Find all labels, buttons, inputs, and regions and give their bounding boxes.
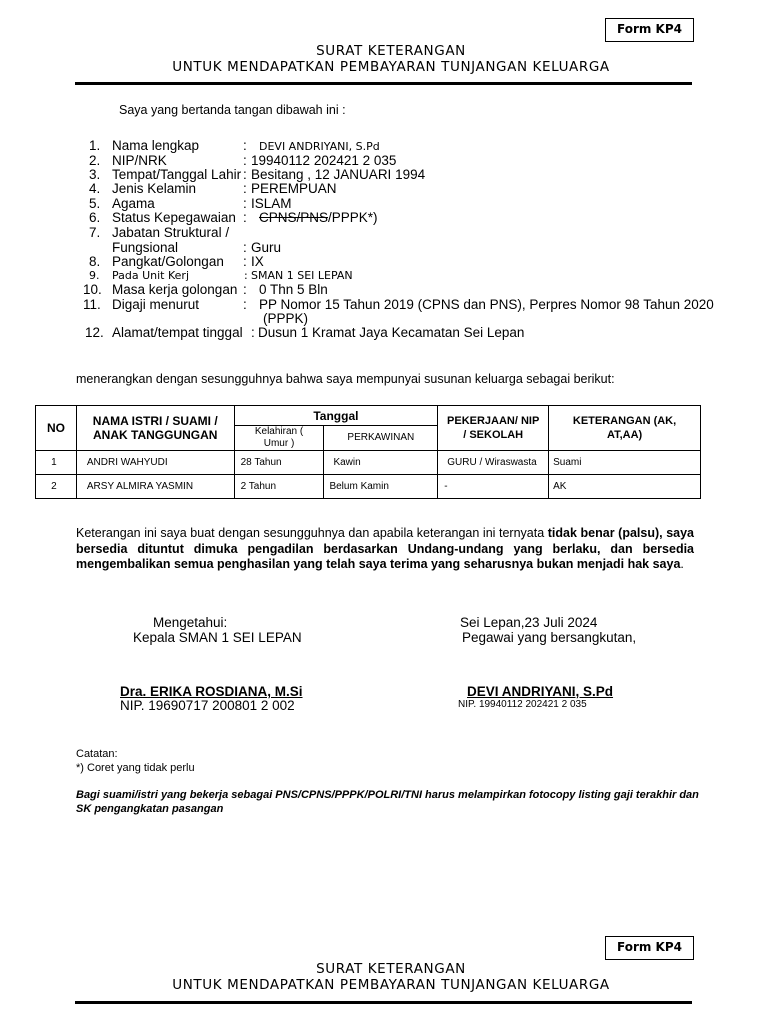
field-value-status <box>259 210 378 225</box>
field-separator: : <box>243 181 247 196</box>
field-value-birth: Besitang , 12 JANUARI 1994 <box>251 167 426 182</box>
field-value-salary-basis-continued: (PPPK) <box>263 311 309 326</box>
field-value-address: Dusun 1 Kramat Jaya Kecamatan Sei Lepan <box>258 325 525 340</box>
header-tanggal: Tanggal <box>234 406 438 426</box>
field-label: Nama lengkap <box>112 138 200 153</box>
title-underline-page2 <box>75 1001 692 1004</box>
sign-left-nip: NIP. 19690717 200801 2 002 <box>120 698 295 713</box>
field-separator: : <box>243 153 247 168</box>
field-value-unit: SMAN 1 SEI LEPAN <box>251 269 353 282</box>
field-number: 3. <box>89 167 101 182</box>
field-separator: : <box>243 196 247 211</box>
field-number: 6. <box>89 210 101 225</box>
field-number: 11. <box>83 297 101 312</box>
field-separator: : <box>243 282 247 297</box>
field-separator: : <box>243 167 247 182</box>
document-title: SURAT KETERANGAN <box>316 43 466 59</box>
field-value-religion: ISLAM <box>251 196 292 211</box>
notes-requirement: Bagi suami/istri yang bekerja sebagai PNS/CPNS/PPPK/POLRI/TNI harus melampirkan fotocopy listing gaji terakhir dan SK pengangkatan pasangan <box>76 789 699 815</box>
field-label: Jenis Kelamin <box>112 181 197 196</box>
statement-normal: Keterangan ini saya buat dengan sesungguhnya dan apabila keterangan ini ternyata <box>76 526 548 540</box>
statement-end: . <box>680 557 684 571</box>
field-separator: : <box>243 138 247 153</box>
cell-no: 2 <box>36 475 77 499</box>
form-code-badge: Form KP4 <box>605 18 694 42</box>
field-label: Jabatan Struktural / <box>112 225 230 240</box>
field-separator: : <box>243 240 247 255</box>
cell-keterangan: Suami <box>549 451 701 475</box>
field-label: Tempat/Tanggal Lahir <box>112 167 242 182</box>
document-title-page2: SURAT KETERANGAN <box>316 961 466 977</box>
sign-left-title: Kepala SMAN 1 SEI LEPAN <box>133 630 302 645</box>
cell-no: 1 <box>36 451 77 475</box>
field-label: Agama <box>112 196 155 211</box>
field-value-salary-basis: PP Nomor 15 Tahun 2019 (CPNS dan PNS), Perpres Nomor 98 Tahun 2020 <box>259 297 714 312</box>
statement-paragraph <box>76 526 694 573</box>
sign-right-name: DEVI ANDRIYANI, S.Pd <box>467 684 614 699</box>
header-keterangan: KETERANGAN (AK, AT,AA) <box>549 406 701 451</box>
field-label: Status Kepegawaian <box>112 210 236 225</box>
form-code-badge-page2: Form KP4 <box>605 936 694 960</box>
field-number: 8. <box>89 254 101 269</box>
field-value-rank: IX <box>251 254 264 269</box>
cell-perkawinan: Belum Kamin <box>324 475 438 499</box>
field-separator: : <box>243 254 247 269</box>
header-perkawinan: PERKAWINAN <box>324 426 438 451</box>
header-pekerjaan: PEKERJAAN/ NIP / SEKOLAH <box>438 406 549 451</box>
field-number: 7. <box>89 225 101 240</box>
cell-perkawinan: Kawin <box>324 451 438 475</box>
sign-right-title: Pegawai yang bersangkutan, <box>462 630 637 645</box>
statement-bold: tidak benar (palsu), saya bersedia dituntut dimuka pengadilan berdasarkan Undang-undang yang berlaku, dan bersedia mengembalikan semua penghasilan yang telah saya terima yang seharusnya bukan menjadi hak saya <box>76 526 694 571</box>
field-separator: : <box>244 269 248 282</box>
table-row <box>36 475 701 499</box>
struck-status: CPNS/PNS <box>259 210 329 225</box>
field-number: 12. <box>85 325 104 340</box>
family-intro-text: menerangkan dengan sesungguhnya bahwa saya mempunyai susunan keluarga sebagai berikut: <box>76 372 615 386</box>
cell-nama: ARSY ALMIRA YASMIN <box>76 475 234 499</box>
field-value-gender: PEREMPUAN <box>251 181 337 196</box>
field-number: 1. <box>89 138 101 153</box>
field-number: 9. <box>89 269 100 282</box>
table-row <box>36 451 701 475</box>
document-subtitle-page2: UNTUK MENDAPATKAN PEMBAYARAN TUNJANGAN KELUARGA <box>172 977 610 993</box>
field-number: 10. <box>83 282 102 297</box>
field-label: Digaji menurut <box>112 297 200 312</box>
header-nama: NAMA ISTRI / SUAMI / ANAK TANGGUNGAN <box>76 406 234 451</box>
header-no: NO <box>36 406 77 451</box>
field-value-name: DEVI ANDRIYANI, S.Pd <box>259 140 380 153</box>
cell-pekerjaan: GURU / Wiraswasta <box>438 451 549 475</box>
notes-line: *) Coret yang tidak perlu <box>76 762 195 774</box>
header-kelahiran: Kelahiran ( Umur ) <box>234 426 324 451</box>
field-number: 5. <box>89 196 101 211</box>
family-table <box>35 405 701 499</box>
sign-right-date: Sei Lepan,23 Juli 2024 <box>460 615 598 630</box>
notes-title: Catatan: <box>76 748 118 760</box>
field-number: 2. <box>89 153 101 168</box>
field-number: 4. <box>89 181 101 196</box>
cell-kelahiran: 2 Tahun <box>234 475 324 499</box>
intro-text: Saya yang bertanda tangan dibawah ini : <box>119 103 346 117</box>
cell-nama: ANDRI WAHYUDI <box>76 451 234 475</box>
field-value-position: Guru <box>251 240 282 255</box>
field-label: Pangkat/Golongan <box>112 254 224 269</box>
field-label-continued: Fungsional <box>112 240 179 255</box>
sign-left-name: Dra. ERIKA ROSDIANA, M.Si <box>120 684 303 699</box>
cell-pekerjaan: - <box>438 475 549 499</box>
field-separator: : <box>243 297 247 312</box>
sign-left-label: Mengetahui: <box>153 615 228 630</box>
field-label: Masa kerja golongan <box>112 282 238 297</box>
field-label: Pada Unit Kerj <box>112 269 189 282</box>
field-label: NIP/NRK <box>112 153 167 168</box>
field-label: Alamat/tempat tinggal <box>112 325 243 340</box>
status-remaining: /PPPK*) <box>328 210 378 225</box>
field-value-nip: 19940112 202421 2 035 <box>251 153 397 168</box>
cell-keterangan: AK <box>549 475 701 499</box>
field-separator: : <box>251 325 255 340</box>
cell-kelahiran: 28 Tahun <box>234 451 324 475</box>
sign-right-nip: NIP. 19940112 202421 2 035 <box>458 699 587 710</box>
field-value-tenure: 0 Thn 5 Bln <box>259 282 328 297</box>
field-separator: : <box>243 210 247 225</box>
title-underline <box>75 82 692 85</box>
document-subtitle: UNTUK MENDAPATKAN PEMBAYARAN TUNJANGAN KELUARGA <box>172 59 610 75</box>
